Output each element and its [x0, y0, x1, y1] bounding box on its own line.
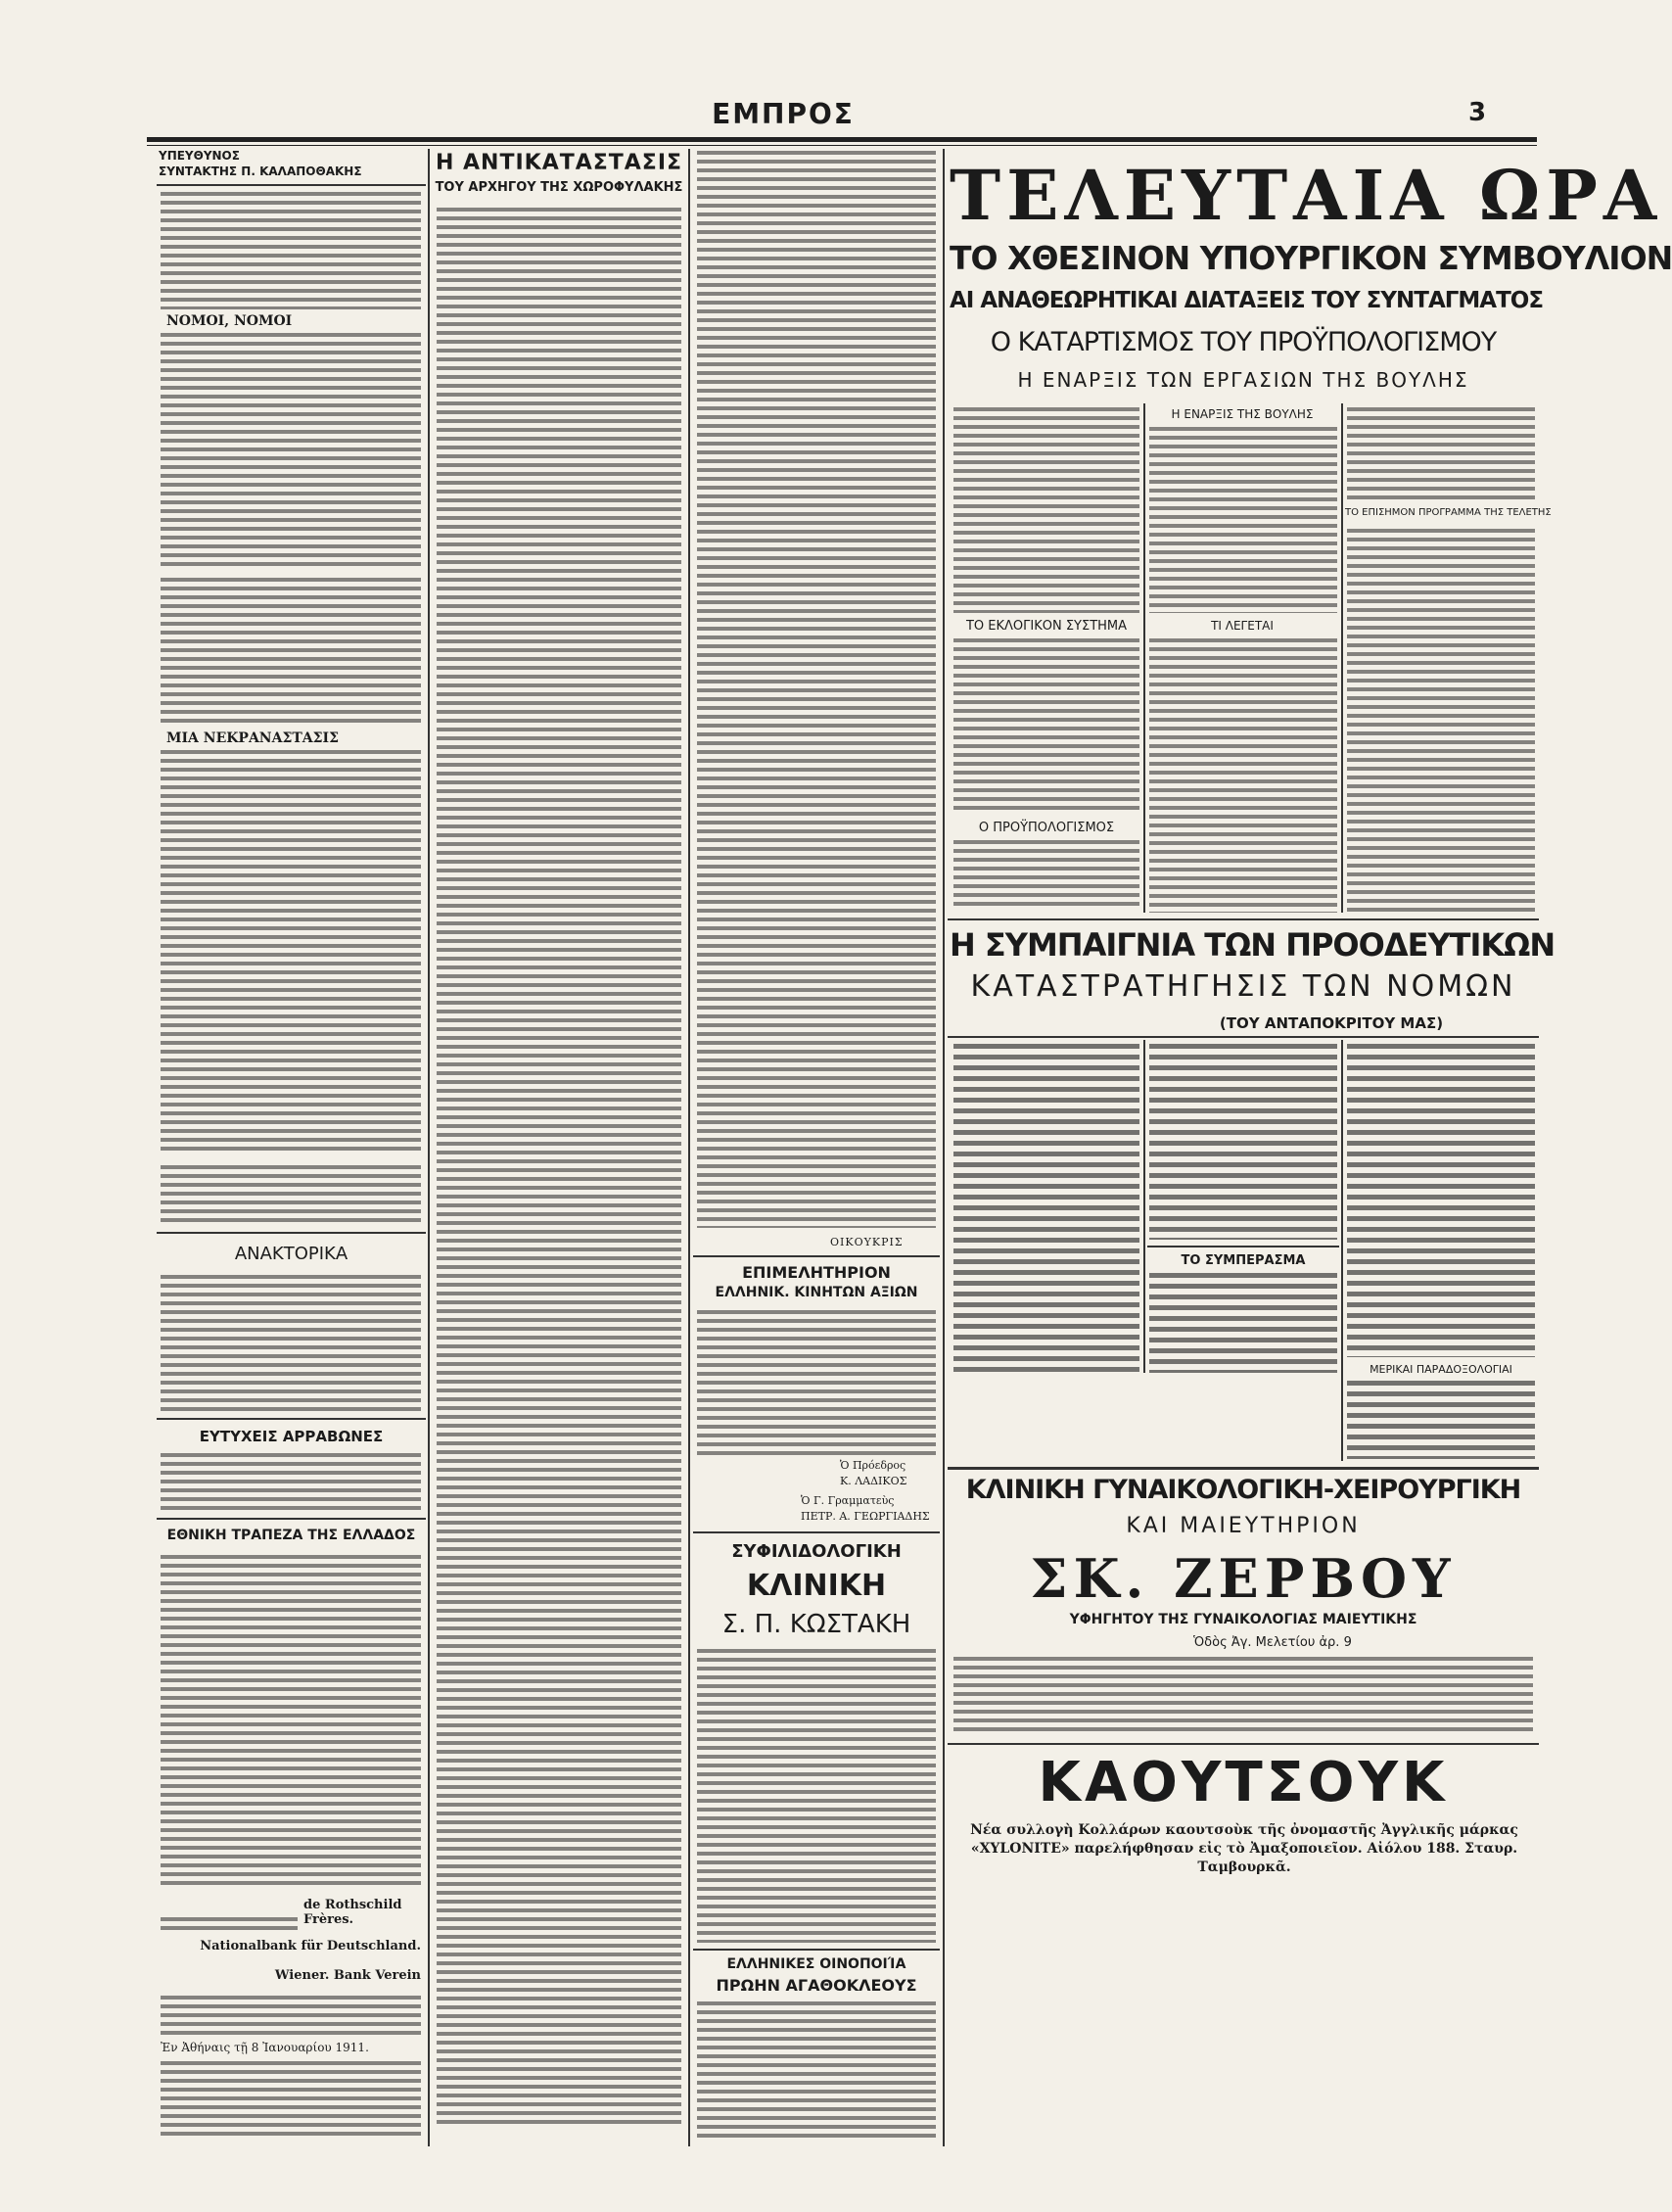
- subheading-symperasma: ΤΟ ΣΥΜΠΕΡΑΣΜΑ: [1181, 1253, 1306, 1268]
- col3-text-block-4: [697, 2001, 936, 2139]
- col1-subheading-nomoi: ΝΟΜΟΙ, ΝΟΜΟΙ: [166, 313, 293, 329]
- col3-sep-1: [693, 1255, 940, 1257]
- byline-line-1: ΥΠΕΥΘΥΝΟΣ: [159, 149, 240, 163]
- col2-text-block-1: [437, 208, 681, 2127]
- clinic-bottom-rule: [948, 1743, 1539, 1745]
- bank-date-line: Ἐν Ἀθήναις τῇ 8 Ἰανουαρίου 1911.: [161, 2041, 369, 2054]
- oinopoiia-heading-1: ΕΛΛΗΝΙΚΕΣ ΟΙΝΟΠΟΙΊΑ: [726, 1956, 906, 1972]
- column-rule-1: [428, 149, 430, 2146]
- subheading-programma-teletis: ΤΟ ΕΠΙΣΗΜΟΝ ΠΡΟΓΡΑΜΜΑ ΤΗΣ ΤΕΛΕΤΗΣ: [1345, 507, 1552, 518]
- col1-subheading-nekranastasis: ΜΙΑ ΝΕΚΡΑΝΑΣΤΑΣΙΣ: [166, 730, 339, 746]
- subheading-proypologismos: Ο ΠΡΟΫΠΟΛΟΓΙΣΜΟΣ: [978, 821, 1115, 835]
- symp-col-b-sep: [1147, 1246, 1339, 1247]
- clinic-top-rule: [948, 1467, 1539, 1470]
- column-3: [693, 147, 940, 2144]
- bank-nationalbank: Nationalbank für Deutschland.: [200, 1939, 421, 1953]
- notice-sign-1: Ὁ Πρόεδρος: [840, 1459, 906, 1472]
- symp-col-c-1: [1347, 1044, 1535, 1357]
- col1-text-block-4: [161, 750, 421, 1152]
- page-number: 3: [1468, 98, 1487, 127]
- kostaki-heading: Σ. Π. ΚΩΣΤΑΚΗ: [721, 1610, 911, 1639]
- clinic-heading-2: ΚΑΙ ΜΑΙΕΥΤΗΡΙΟΝ: [1126, 1514, 1361, 1538]
- bank-rothschild: de Rothschild Frères.: [303, 1898, 402, 1927]
- masthead-title: ΕΜΠΡΟΣ: [712, 98, 855, 130]
- notice-sign-2: Κ. ΛΑΔΙΚΟΣ: [840, 1475, 907, 1487]
- headline-teleftaia-ora: ΤΕΛΕΥΤΑΙΑ ΩΡΑ: [950, 155, 1663, 236]
- headline-katartismos: Ο ΚΑΤΑΡΤΙΣΜΟΣ ΤΟΥ ΠΡΟΫΠΟΛΟΓΙΣΜΟΥ: [990, 327, 1497, 357]
- symp-col-b-2: [1149, 1273, 1337, 1373]
- clinic-heading-zervou: ΣΚ. ΖΕΡΒΟΥ: [1030, 1547, 1457, 1610]
- col1-text-block-5: [161, 1165, 421, 1224]
- headline-katastratigisis: ΚΑΤΑΣΤΡΑΤΗΓΗΣΙΣ ΤΩΝ ΝΟΜΩΝ: [970, 969, 1516, 1004]
- col1-text-block-6: [161, 1275, 421, 1412]
- col1-text-block-9: [161, 1917, 298, 1935]
- col1-sep-1: [157, 1232, 426, 1234]
- masthead-rule-thin: [147, 145, 1537, 146]
- col3-text-block-3: [697, 1649, 936, 1943]
- kaoutsouk-heading: ΚΑΟΥΤΣΟΥΚ: [1038, 1751, 1449, 1814]
- col1-text-block-2: [161, 333, 421, 568]
- clinic-heading-yfigitou: ΥΦΗΓΗΤΟΥ ΤΗΣ ΓΥΝΑΙΚΟΛΟΓΙΑΣ ΜΑΙΕΥΤΙΚΗΣ: [1069, 1612, 1417, 1627]
- sympaigneia-sub-rule: [948, 1036, 1539, 1038]
- byline-antapokritou: (ΤΟΥ ΑΝΤΑΠΟΚΡΙΤΟΥ ΜΑΣ): [1219, 1014, 1444, 1032]
- kaoutsouk-text: Νέα συλλογὴ Κολλάρων καουτσοὺκ τῆς ὀνομαστῆς Ἀγγλικῆς μάρκας «XYLONITE» παρελήφθησαν εἰς τὸ Ἀμαξοποιεῖον. Αἰόλου 188. Σταυρ. Ταμβουρκᾶ.: [970, 1822, 1518, 1875]
- epimelitirion-heading-1: ΕΠΙΜΕΛΗΤΗΡΙΟΝ: [742, 1263, 891, 1282]
- main-story-col-a-3: [953, 840, 1139, 911]
- heading-eftyheis-arravones: ΕΥΤΥΧΕΙΣ ΑΡΡΑΒΩΝΕΣ: [199, 1428, 384, 1445]
- heading-anaktorika: ΑΝΑΚΤΟΡΙΚΑ: [234, 1244, 348, 1264]
- main-story-col-b-2: [1149, 638, 1337, 913]
- epimelitirion-heading-2: ΕΛΛΗΝΙΚ. ΚΙΝΗΤΩΝ ΑΞΙΩΝ: [715, 1285, 918, 1300]
- symp-col-b-1: [1149, 1044, 1337, 1240]
- main-subcol-rule-2: [1341, 403, 1343, 913]
- symp-subcol-rule-2: [1341, 1040, 1343, 1461]
- column-rule-2: [688, 149, 690, 2146]
- main-story-col-b-1: [1149, 427, 1337, 613]
- antikatastasis-heading-2: ΤΟΥ ΑΡΧΗΓΟΥ ΤΗΣ ΧΩΡΟΦΥΛΑΚΗΣ: [435, 180, 683, 195]
- subheading-eklogikon-systima: ΤΟ ΕΚΛΟΓΙΚΟΝ ΣΥΣΤΗΜΑ: [965, 619, 1128, 634]
- oinopoiia-heading-2: ΠΡΩΗΝ ΑΓΑΘΟΚΛΕΟΥΣ: [716, 1976, 917, 1995]
- main-subcol-rule-1: [1143, 403, 1145, 913]
- main-story-col-c-1: [1347, 407, 1535, 501]
- col1-text-block-7: [161, 1453, 421, 1514]
- sympaigneia-top-rule: [948, 918, 1539, 920]
- heading-ethniki-trapeza: ΕΘΝΙΚΗ ΤΡΑΠΕΖΑ ΤΗΣ ΕΛΛΑΔΟΣ: [166, 1528, 416, 1543]
- headline-enarxis: Η ΕΝΑΡΞΙΣ ΤΩΝ ΕΡΓΑΣΙΩΝ ΤΗΣ ΒΟΥΛΗΣ: [1017, 368, 1469, 392]
- col1-sep-3: [157, 1518, 426, 1520]
- column-rule-3: [943, 149, 945, 2146]
- main-story-col-a-2: [953, 638, 1139, 815]
- col3-sep-3: [693, 1949, 940, 1951]
- clinic-address: Ὁδὸς Ἀγ. Μελετίου ἀρ. 9: [1193, 1635, 1352, 1650]
- main-story-col-a-1: [953, 407, 1139, 613]
- subheading-enarxis-voulis: Η ΕΝΑΡΞΙΣ ΤΗΣ ΒΟΥΛΗΣ: [1171, 407, 1314, 421]
- column-1: [157, 147, 426, 2144]
- col3-signature: ΟΙΚΟΥΚΡΙΣ: [830, 1236, 904, 1248]
- clinic-text: [953, 1657, 1533, 1735]
- col3-text-block-2: [697, 1310, 936, 1455]
- antikatastasis-heading-1: Η ΑΝΤΙΚΑΤΑΣΤΑΣΙΣ: [435, 151, 683, 175]
- col1-text-block-1: [161, 192, 421, 309]
- bank-wiener: Wiener. Bank Verein: [274, 1968, 421, 1983]
- subheading-ti-legetai: ΤΙ ΛΕΓΕΤΑΙ: [1211, 619, 1274, 633]
- notice-sign-4: ΠΕΤΡ. Α. ΓΕΩΡΓΙΑΔΗΣ: [801, 1510, 930, 1523]
- masthead-rule-thick: [147, 137, 1537, 142]
- symp-subcol-rule-1: [1143, 1040, 1145, 1373]
- col1-text-block-8: [161, 1555, 421, 1888]
- headline-anatheoritikai: ΑΙ ΑΝΑΘΕΩΡΗΤΙΚΑΙ ΔΙΑΤΑΞΕΙΣ ΤΟΥ ΣΥΝΤΑΓΜΑΤΟΣ: [950, 288, 1544, 313]
- clinic-heading-1: ΚΛΙΝΙΚΗ ΓΥΝΑΙΚΟΛΟΓΙΚΗ-ΧΕΙΡΟΥΡΓΙΚΗ: [965, 1475, 1521, 1505]
- syfilidologiki-heading: ΣΥΦΙΛΙΔΟΛΟΓΙΚΗ: [731, 1541, 902, 1562]
- col1-text-block-11: [161, 2061, 421, 2140]
- main-story-col-c-2: [1347, 529, 1535, 913]
- klinik-heading: ΚΛΙΝΙΚΗ: [746, 1569, 887, 1603]
- subheading-paradoxologiai: ΜΕΡΙΚΑΙ ΠΑΡΑΔΟΞΟΛΟΓΙΑΙ: [1370, 1363, 1512, 1376]
- col1-sep-2: [157, 1418, 426, 1420]
- headline-sympaigneia: Η ΣΥΜΠΑΙΓΝΙΑ ΤΩΝ ΠΡΟΟΔΕΥΤΙΚΩΝ: [950, 926, 1556, 964]
- col1-text-block-10: [161, 1996, 421, 2035]
- symp-col-c-2: [1347, 1381, 1535, 1459]
- notice-sign-3: Ὁ Γ. Γραμματεὺς: [801, 1494, 895, 1507]
- byline-box: [157, 149, 426, 186]
- col1-text-block-3: [161, 578, 421, 725]
- symp-col-a: [953, 1044, 1139, 1373]
- column-2: [433, 147, 685, 2144]
- col3-text-block-1: [697, 151, 936, 1228]
- byline-line-2: ΣΥΝΤΑΚΤΗΣ Π. ΚΑΛΑΠΟΘΑΚΗΣ: [159, 165, 362, 178]
- headline-ypourgikon-symvoulion: ΤΟ ΧΘΕΣΙΝΟΝ ΥΠΟΥΡΓΙΚΟΝ ΣΥΜΒΟΥΛΙΟΝ: [950, 239, 1672, 277]
- col3-sep-2: [693, 1531, 940, 1533]
